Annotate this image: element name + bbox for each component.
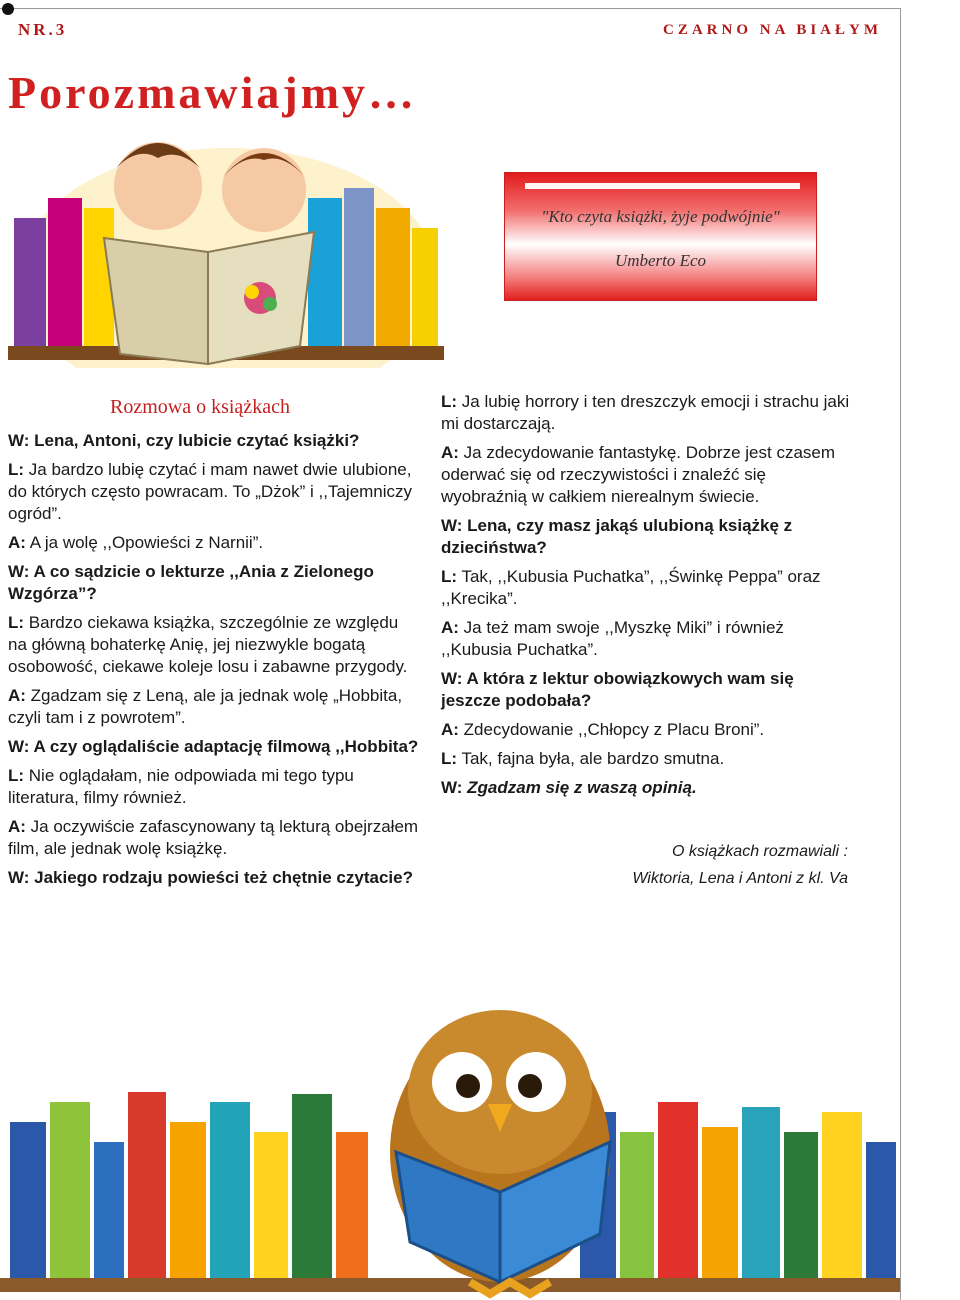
issue-number: NR.3 — [18, 20, 68, 39]
speaker-label: W: — [8, 868, 30, 887]
frame-right-border — [900, 8, 901, 1300]
dialogue-text: Nie oglądałam, nie odpowiada mi tego typu literatura, filmy również. — [8, 766, 354, 807]
dialogue-text: Tak, fajna była, ale bardzo smutna. — [457, 749, 725, 768]
quote-box — [504, 172, 817, 301]
dialogue-text: Ja zdecydowanie fantastykę. Dobrze jest czasem oderwać się od rzeczywistości i znaleźć się wyobraźnią w całkiem nierealnym świecie. — [441, 443, 836, 506]
speaker-label: W: — [8, 562, 30, 581]
speaker-label: A: — [8, 686, 26, 705]
frame-top-border — [0, 8, 900, 9]
dialogue-line — [441, 777, 853, 799]
speaker-label: A: — [441, 618, 459, 637]
dialogue-text: Zdecydowanie ,,Chłopcy z Placu Broni”. — [458, 720, 765, 739]
quote-text: "Kto czyta książki, żyje podwójnie" — [541, 207, 780, 226]
speaker-label: L: — [441, 749, 458, 768]
dialogue-text: Ja bardzo lubię czytać i mam nawet dwie ulubione, do których często powracam. To „Dżok” i ,,Tajemniczy ogród”. — [8, 460, 413, 523]
dialogue-line — [8, 612, 420, 678]
article-column-right — [441, 391, 853, 806]
children-reading-books-illustration — [8, 128, 444, 368]
speaker-label: W: — [8, 737, 30, 756]
speaker-label: W: — [8, 431, 30, 450]
article-title: Rozmowa o książkach — [110, 396, 290, 418]
dialogue-text: A czy oglądaliście adaptację filmową ,,Hobbita? — [29, 737, 419, 756]
dialogue-line — [8, 765, 420, 809]
magazine-title: CZARNO NA BIAŁYM — [662, 22, 882, 38]
dialogue-text: A która z lektur obowiązkowych wam się jeszcze podobała? — [441, 669, 794, 710]
dialogue-line — [441, 719, 853, 741]
dialogue-text: Zgadzam się z Leną, ale ja jednak wolę „Hobbita, czyli tam i z powrotem”. — [8, 686, 403, 727]
dialogue-line — [441, 391, 853, 435]
dialogue-text: Ja oczywiście zafascynowany tą lekturą obejrzałem film, ale jednak wolę książkę. — [8, 817, 419, 858]
dialogue-text: A ja wolę ,,Opowieści z Narnii”. — [25, 533, 264, 552]
owl-reading-book-illustration — [0, 982, 900, 1300]
quote-box-bar — [525, 183, 800, 189]
dialogue-line — [8, 430, 420, 452]
dialogue-line — [8, 532, 420, 554]
dialogue-line — [8, 685, 420, 729]
dialogue-line — [8, 459, 420, 525]
dialogue-line — [8, 561, 420, 605]
corner-dot — [2, 3, 14, 15]
page-headline: Porozmawiajmy… — [8, 67, 418, 118]
dialogue-line — [441, 515, 853, 559]
speaker-label: L: — [8, 766, 25, 785]
speaker-label: A: — [8, 817, 26, 836]
dialogue-line — [8, 736, 420, 758]
speaker-label: L: — [441, 392, 458, 411]
dialogue-text: Ja też mam swoje ,,Myszkę Miki” i również ,,Kubusia Puchatka”. — [441, 618, 784, 659]
speaker-label: A: — [8, 533, 26, 552]
dialogue-text: Jakiego rodzaju powieści też chętnie czytacie? — [29, 868, 413, 887]
dialogue-line — [441, 668, 853, 712]
dialogue-line — [441, 566, 853, 610]
dialogue-line — [8, 867, 420, 889]
speaker-label: L: — [8, 460, 25, 479]
speaker-label: A: — [441, 443, 459, 462]
dialogue-text: A co sądzicie o lekturze ,,Ania z Zielonego Wzgórza”? — [8, 562, 374, 603]
speaker-label: W: — [441, 778, 463, 797]
speaker-label: W: — [441, 516, 463, 535]
dialogue-text: Ja lubię horrory i ten dreszczyk emocji i strachu jaki mi dostarczają. — [441, 392, 850, 433]
dialogue-line — [441, 748, 853, 770]
article-column-left — [8, 430, 420, 896]
dialogue-line — [441, 442, 853, 508]
dialogue-text: Tak, ,,Kubusia Puchatka”, ,,Świnkę Peppa” oraz ,,Krecika”. — [441, 567, 821, 608]
quote-author: Umberto Eco — [614, 251, 707, 270]
speaker-label: L: — [8, 613, 25, 632]
dialogue-text: Lena, Antoni, czy lubicie czytać książki? — [29, 431, 360, 450]
speaker-label: L: — [441, 567, 458, 586]
dialogue-text: Zgadzam się z waszą opinią. — [462, 778, 697, 797]
speaker-label: W: — [441, 669, 463, 688]
dialogue-line — [441, 617, 853, 661]
dialogue-line — [8, 816, 420, 860]
dialogue-text: Lena, czy masz jakąś ulubioną książkę z dzieciństwa? — [441, 516, 793, 557]
credit-line-2: Wiktoria, Lena i Antoni z kl. Va — [632, 870, 848, 887]
credit-line-1: O książkach rozmawiali : — [671, 843, 848, 860]
speaker-label: A: — [441, 720, 459, 739]
dialogue-text: Bardzo ciekawa książka, szczególnie ze względu na główną bohaterkę Anię, jej niezwykle bogatą osobowość, ciekawe koleje losu i zabawne przygody. — [8, 613, 408, 676]
